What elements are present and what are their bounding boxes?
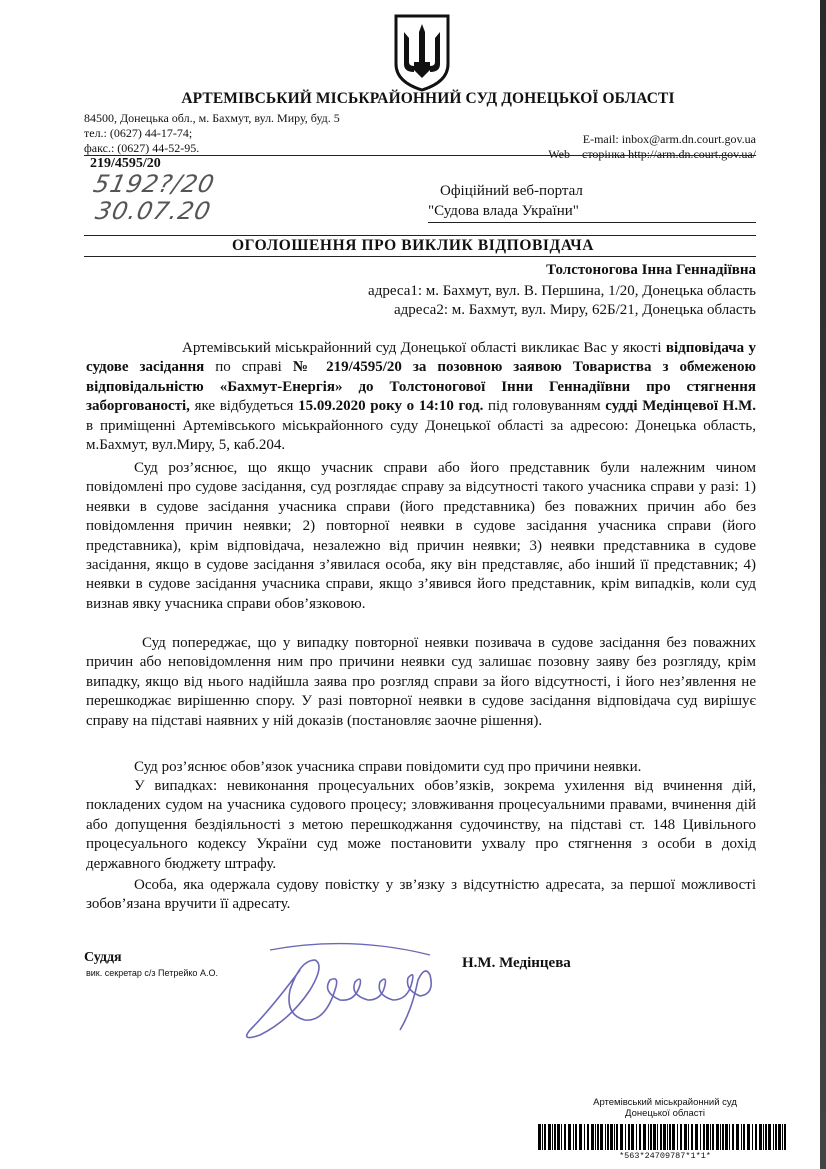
barcode-bar xyxy=(752,1124,753,1150)
barcode-bar xyxy=(688,1124,689,1150)
barcode-bar xyxy=(667,1124,668,1150)
barcode-bar xyxy=(605,1124,606,1150)
barcode-bar xyxy=(591,1124,594,1150)
barcode-bar xyxy=(712,1124,714,1150)
portal-line-1: Офіційний веб-портал xyxy=(440,183,583,199)
handwritten-date: 30.07.20 xyxy=(93,197,214,225)
barcode-bar xyxy=(720,1124,721,1150)
barcode-bar xyxy=(716,1124,719,1150)
barcode-bar xyxy=(548,1124,551,1150)
barcode-bar xyxy=(700,1124,701,1150)
barcode-bar xyxy=(595,1124,596,1150)
defendant-address-1: адреса1: м. Бахмут, вул. В. Першина, 1/20, Донецька область xyxy=(368,283,756,299)
paragraph-delivery: Особа, яка одержала судову повістку у зв’язку з відсутністю адресата, за першої можливості зобов’язана вручити її адресату. xyxy=(86,877,756,913)
barcode-bar xyxy=(706,1124,709,1150)
barcode-bar xyxy=(722,1124,724,1150)
judge-label: Суддя xyxy=(84,950,122,965)
barcode-bar xyxy=(729,1124,730,1150)
judge-signature xyxy=(230,930,450,1050)
barcode-bar xyxy=(677,1124,678,1150)
barcode-bar xyxy=(643,1124,646,1150)
title-rule-top xyxy=(84,235,756,236)
barcode-bar xyxy=(747,1124,750,1150)
defendant-name: Толстоногова Інна Геннадіївна xyxy=(546,262,756,278)
judge-name: Н.М. Медінцева xyxy=(462,955,571,971)
barcode-bar xyxy=(725,1124,728,1150)
barcode-bar xyxy=(648,1124,649,1150)
case-number: 219/4595/20 xyxy=(90,156,161,171)
barcode-bar xyxy=(763,1124,764,1150)
barcode-bar xyxy=(579,1124,582,1150)
barcode-bar xyxy=(561,1124,562,1150)
barcode-bar xyxy=(732,1124,734,1150)
paragraph-duty-notify: Суд роз’яснює обов’язок учасника справи повідомити суд про причини неявки. xyxy=(134,759,642,775)
paragraph-absence-rules: Суд роз’яснює, що якщо учасник справи або його представник були належним чином повідомлені про судове засідання, суд розглядає справу за відсутності такого учасника справи у разі: 1) неявки в судове засідання учасника справи (його представника) без поважних причин або без повідомлення причин неявки; 2) повторної неявки в судове засідання учасника справи (його представника), крім відповідача, незалежно від причин неявки; 3) неявки представника в судове засідання, якщо в судове засідання з’явилася особа, яку він представляє, або інший її представник; 4) неявки в судове засідання учасника справи, якщо з’явився його представник, крім випадків, коли суд визнав явку учасника справи обов’язковою. xyxy=(86,460,756,612)
barcode-bar xyxy=(557,1124,560,1150)
header-divider xyxy=(84,155,756,156)
barcode-bar xyxy=(564,1124,566,1150)
scan-edge xyxy=(820,0,826,1169)
barcode-bar xyxy=(650,1124,652,1150)
title-rule-bottom xyxy=(84,256,756,257)
barcode-bar xyxy=(680,1124,682,1150)
portal-line-2: "Судова влада України" xyxy=(428,203,579,219)
barcode-bar xyxy=(691,1124,693,1150)
barcode-bar xyxy=(636,1124,637,1150)
barcode-bar xyxy=(625,1124,626,1150)
barcode-bar xyxy=(575,1124,577,1150)
stamp-line-2: Донецької області xyxy=(625,1108,705,1119)
barcode-bar xyxy=(768,1124,771,1150)
barcode-bar xyxy=(736,1124,739,1150)
barcode-bar xyxy=(741,1124,742,1150)
barcode-bar xyxy=(778,1124,781,1150)
barcode-bar xyxy=(684,1124,687,1150)
document-title: ОГОЛОШЕННЯ ПРО ВИКЛИК ВІДПОВІДАЧА xyxy=(231,237,595,254)
court-fax: факс.: (0627) 44-52-95. xyxy=(84,141,200,155)
court-website: Web – сторінка http://arm.dn.court.gov.ua/ xyxy=(548,147,756,161)
barcode-bar xyxy=(616,1124,618,1150)
barcode-bar xyxy=(568,1124,571,1150)
barcode-bar xyxy=(597,1124,599,1150)
barcode-bar xyxy=(663,1124,666,1150)
paragraph-summons: Артемівський міськрайонний суд Донецької області викликає Вас у якості відповідача у судове засідання по справі № 219/4595/20 за позовною заявою Товариства з обмеженою відповідальністю «Бахмут-Енергія» до Толстоногової Інни Геннадіївни про стягнення заборгованості, яке відбудеться 15.09.2020 року о 14:10 год. під головуванням судді Медінцевої Н.М. в приміщенні Артемівського міськрайонного суду Донецької області за адресою: Донецька область, м.Бахмут, вул.Миру, 5, каб.204. xyxy=(86,340,757,454)
barcode-bar xyxy=(669,1124,671,1150)
barcode-bar xyxy=(759,1124,762,1150)
barcode-bar xyxy=(607,1124,609,1150)
barcode-bar xyxy=(660,1124,662,1150)
barcode-bar xyxy=(628,1124,630,1150)
barcode-bar xyxy=(657,1124,658,1150)
portal-underline xyxy=(428,222,756,223)
barcode-bar xyxy=(620,1124,623,1150)
court-name: АРТЕМІВСЬКИЙ МІСЬКРАЙОННИЙ СУД ДОНЕЦЬКОЇ ОБЛАСТІ xyxy=(181,90,675,107)
coat-of-arms-icon xyxy=(392,12,452,92)
barcode-bar xyxy=(653,1124,656,1150)
barcode-bar xyxy=(672,1124,675,1150)
body-text xyxy=(86,339,756,455)
barcode-bar xyxy=(542,1124,543,1150)
barcode-bar xyxy=(631,1124,634,1150)
court-phone: тел.: (0627) 44-17-74; xyxy=(84,126,193,140)
barcode-bar xyxy=(552,1124,553,1150)
court-stamp xyxy=(540,1097,790,1119)
barcode-bar xyxy=(587,1124,589,1150)
court-email: E-mail: inbox@arm.dn.court.gov.ua xyxy=(582,132,756,146)
barcode-bar xyxy=(765,1124,767,1150)
barcode-bar xyxy=(784,1124,786,1150)
paragraph-penalty: У випадках: невиконання процесуальних обов’язків, зокрема ухилення від вчинення дій, покладених судом на учасника судового процесу; зловживання процесуальними правами, вчинення дій або допущення бездіяльності з метою перешкоджання судочинству, на підставі ст. 148 Цивільного процесуального кодексу України суд може постановити ухвалу про стягнення з особи в дохід державного бюджету штрафу. xyxy=(86,778,756,872)
clerk-note: вик. секретар с/з Петрейко А.О. xyxy=(86,968,218,978)
defendant-address-2: адреса2: м. Бахмут, вул. Миру, 62Б/21, Донецька область xyxy=(394,302,756,318)
barcode-bar xyxy=(743,1124,745,1150)
barcode-bar xyxy=(710,1124,711,1150)
barcode xyxy=(538,1124,790,1150)
barcode-bar xyxy=(782,1124,783,1150)
barcode-bar xyxy=(614,1124,615,1150)
barcode-number: *563*24709787*1*1* xyxy=(619,1151,711,1161)
barcode-bar xyxy=(554,1124,556,1150)
barcode-bar xyxy=(584,1124,585,1150)
barcode-bar xyxy=(610,1124,613,1150)
barcode-bar xyxy=(538,1124,541,1150)
barcode-bar xyxy=(600,1124,603,1150)
barcode-bar xyxy=(775,1124,777,1150)
stamp-line-1: Артемівський міськрайонний суд xyxy=(593,1097,737,1108)
barcode-bar xyxy=(755,1124,757,1150)
barcode-bar xyxy=(544,1124,546,1150)
barcode-bar xyxy=(573,1124,574,1150)
barcode-bar xyxy=(773,1124,774,1150)
handwritten-reg-number: 5192?/20 xyxy=(91,170,218,198)
paragraph-warning: Суд попереджає, що у випадку повторної неявки позивача в судове засідання без поважних причин або неповідомлення ним про причини неявки суд залишає позовну заяву без розгляду, крім випадку, якщо від нього надійшла заява про розгляд справи за його відсутності, і його нез’явлення не перешкоджає вирішенню спору. У разі повторної неявки в судове засідання відповідача суд вирішує справу на підставі наявних у ній доказів (постановляє заочне рішення). xyxy=(86,635,756,729)
court-address: 84500, Донецька обл., м. Бахмут, вул. Миру, буд. 5 xyxy=(84,111,340,125)
barcode-bar xyxy=(639,1124,641,1150)
barcode-bar xyxy=(703,1124,705,1150)
barcode-bar xyxy=(695,1124,698,1150)
